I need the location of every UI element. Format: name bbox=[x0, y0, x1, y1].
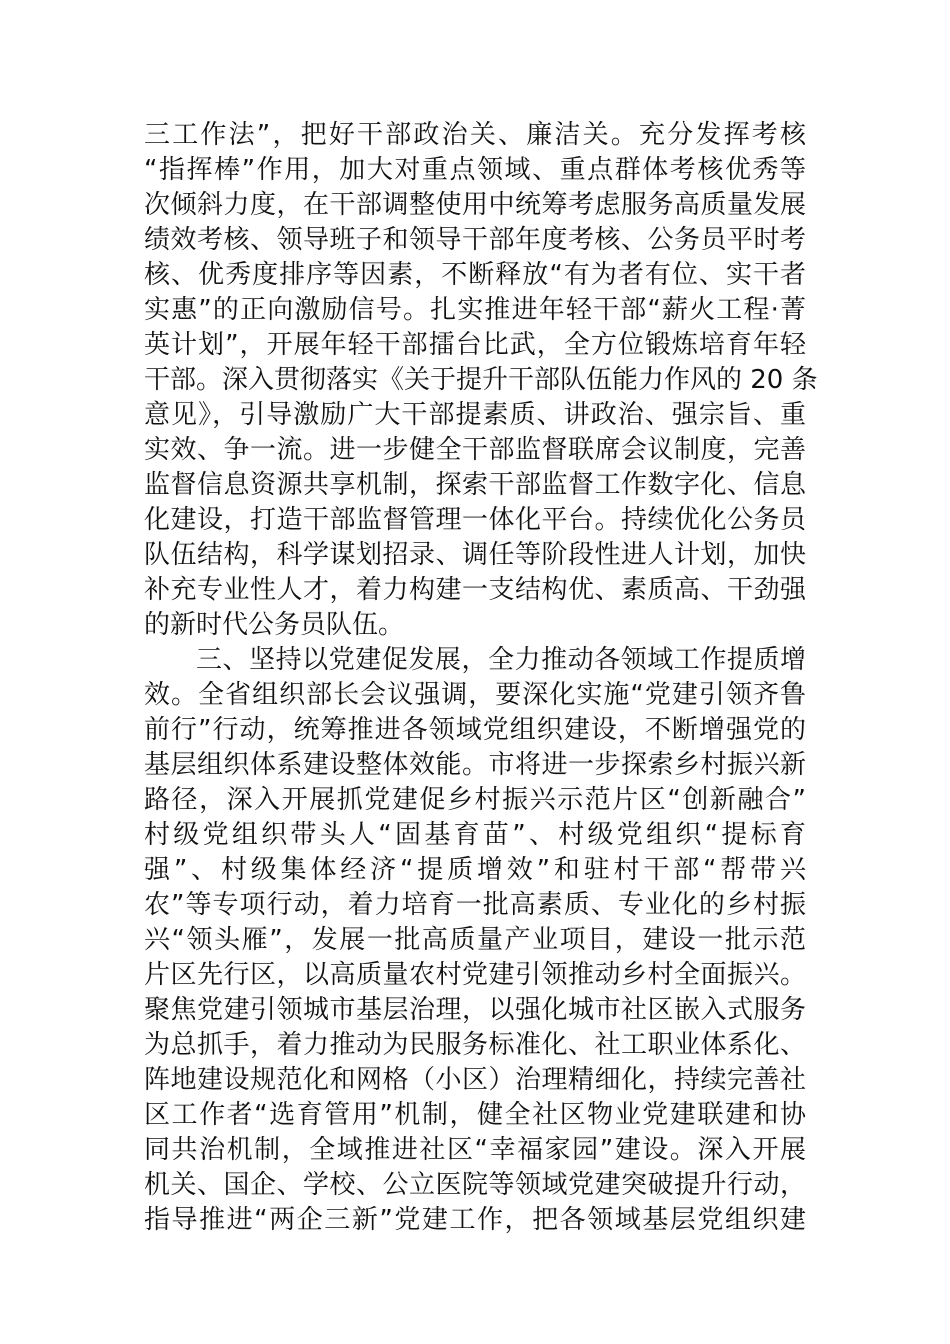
text-line: 机关、国企、学校、公立医院等领域党建突破提升行动， bbox=[144, 1170, 806, 1200]
paragraph-first-line: 三、坚持以党建促发展，全力推动各领域工作提质增 bbox=[196, 645, 806, 675]
text-line: 农”等专项行动，着力培育一批高素质、专业化的乡村振 bbox=[144, 890, 806, 920]
text-line: 指导推进“两企三新”党建工作，把各领域基层党组织建 bbox=[144, 1205, 806, 1235]
text-line: 实惠”的正向激励信号。扎实推进年轻干部“薪火工程·菁 bbox=[144, 295, 806, 325]
text-line: 基层组织体系建设整体效能。市将进一步探索乡村振兴新 bbox=[144, 750, 806, 780]
text-line: 阵地建设规范化和网格（小区）治理精细化，持续完善社 bbox=[144, 1065, 806, 1095]
text-line: 的新时代公务员队伍。 bbox=[144, 610, 405, 640]
text-line: 监督信息资源共享机制，探索干部监督工作数字化、信息 bbox=[144, 470, 806, 500]
text-line: 绩效考核、领导班子和领导干部年度考核、公务员平时考 bbox=[144, 225, 806, 255]
text-line: 次倾斜力度，在干部调整使用中统筹考虑服务高质量发展 bbox=[144, 190, 806, 220]
text-line: 为总抓手，着力推动为民服务标准化、社工职业体系化、 bbox=[144, 1030, 806, 1060]
text-line: 核、优秀度排序等因素，不断释放“有为者有位、实干者 bbox=[144, 260, 806, 290]
text-line: 片区先行区，以高质量农村党建引领推动乡村全面振兴。 bbox=[144, 960, 806, 990]
text-line: 前行”行动，统筹推进各领域党组织建设，不断增强党的 bbox=[144, 715, 806, 745]
text-line: 英计划”，开展年轻干部擂台比武，全方位锻炼培育年轻 bbox=[144, 330, 806, 360]
text-line: 三工作法”，把好干部政治关、廉洁关。充分发挥考核 bbox=[144, 120, 806, 150]
text-line: 实效、争一流。进一步健全干部监督联席会议制度，完善 bbox=[144, 435, 806, 465]
text-line: 强”、村级集体经济“提质增效”和驻村干部“帮带兴 bbox=[144, 855, 806, 885]
text-line: 干部。深入贯彻落实《关于提升干部队伍能力作风的 20 条 bbox=[144, 365, 818, 395]
text-line: 聚焦党建引领城市基层治理，以强化城市社区嵌入式服务 bbox=[144, 995, 806, 1025]
text-line: 区工作者“选育管用”机制，健全社区物业党建联建和协 bbox=[144, 1100, 806, 1130]
text-line: 化建设，打造干部监督管理一体化平台。持续优化公务员 bbox=[144, 505, 806, 535]
text-line: 兴“领头雁”，发展一批高质量产业项目，建设一批示范 bbox=[144, 925, 806, 955]
text-line: 补充专业性人才，着力构建一支结构优、素质高、干劲强 bbox=[144, 575, 806, 605]
text-line: 村级党组织带头人“固基育苗”、村级党组织“提标育 bbox=[144, 820, 806, 850]
text-line: 意见》，引导激励广大干部提素质、讲政治、强宗旨、重 bbox=[144, 400, 806, 430]
text-line: 同共治机制，全域推进社区“幸福家园”建设。深入开展 bbox=[144, 1135, 806, 1165]
text-line: “指挥棒”作用，加大对重点领域、重点群体考核优秀等 bbox=[144, 155, 806, 185]
text-line: 效。全省组织部长会议强调，要深化实施“党建引领齐鲁 bbox=[144, 680, 806, 710]
text-line: 路径，深入开展抓党建促乡村振兴示范片区“创新融合” bbox=[144, 785, 806, 815]
text-line: 队伍结构，科学谋划招录、调任等阶段性进人计划，加快 bbox=[144, 540, 806, 570]
